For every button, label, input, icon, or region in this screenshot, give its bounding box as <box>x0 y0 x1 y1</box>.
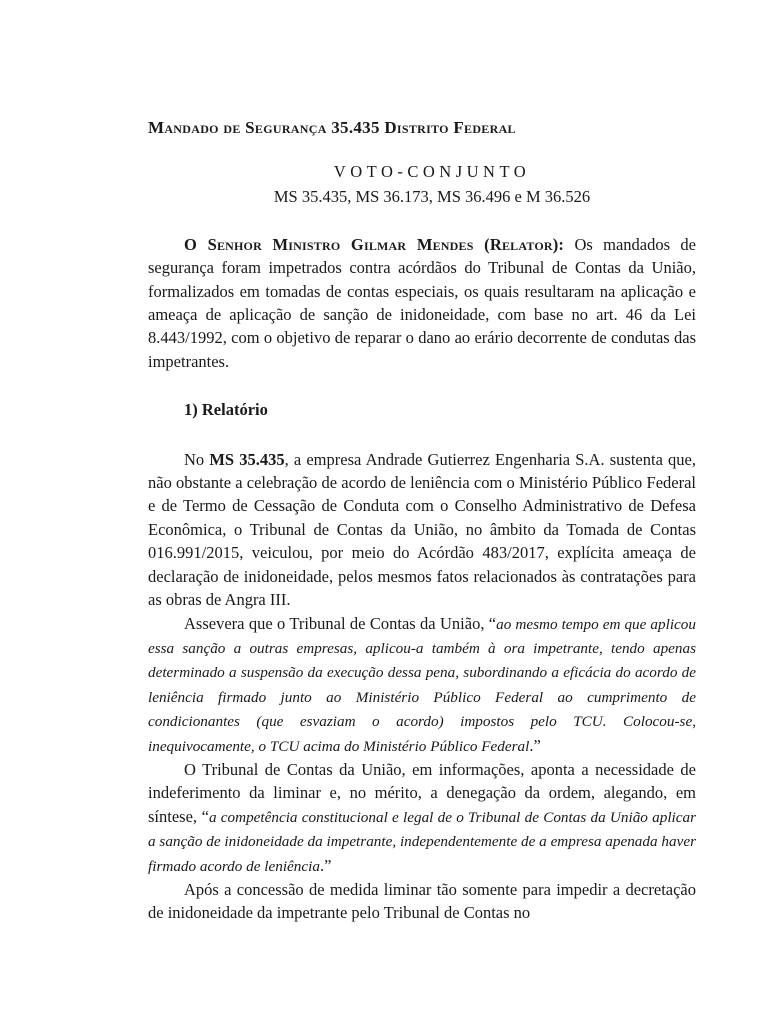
document-body <box>148 116 696 925</box>
paragraph-2-lead: Assevera que o Tribunal de Contas da União, “ <box>184 613 497 633</box>
paragraph-1-lead: No <box>184 449 210 469</box>
paragraph-2 <box>148 612 696 758</box>
paragraph-2-quote: ao mesmo tempo em que aplicou essa sanção a outras empresas, aplicou-a também à ora impetrante, tendo apenas determinado a suspensão da execução dessa pena, subordinando a eficácia do acordo de leniência firmado junto ao Ministério Público Federal ao cumprimento de condicionantes (que esvaziam o acordo) impostos pelo TCU. Colocou-se, inequivocamente, o TCU acima do Ministério Público Federal <box>148 615 696 755</box>
document-title: Mandado de Segurança 35.435 Distrito Federal <box>148 118 516 137</box>
speaker-label: O Senhor Ministro Gilmar Mendes (Relator): <box>184 234 565 254</box>
intro-text: Os mandados de segurança foram impetrados contra acórdãos do Tribunal de Contas da União, formalizados em tomadas de contas especiais, os quais resultaram na aplicação e ameaça de aplicação de sanção de inidoneidade, com base no art. 46 da Lei 8.443/1992, com o objetivo de reparar o dano ao erário decorrente de condutas das impetrantes. <box>148 234 696 371</box>
case-reference: MS 35.435 <box>209 449 285 469</box>
paragraph-3-end: .” <box>319 855 332 875</box>
paragraph-3-quote: a competência constitucional e legal de o Tribunal de Contas da União aplicar a sanção de inidoneidade da impetrante, independentemente de a empresa apenada haver firmado acordo de leniência <box>148 808 697 875</box>
paragraph-4: Após a concessão de medida liminar tão somente para impedir a decretação de inidoneidade da impetrante pelo Tribunal de Contas no <box>148 879 696 923</box>
paragraph-3-lead: O Tribunal de Contas da União, em informações, aponta a necessidade de indeferimento da liminar e, no mérito, a denegação da ordem, alegando, em síntese, “ <box>148 759 696 826</box>
paragraph-3 <box>148 758 696 878</box>
section-heading: 1) Relatório <box>184 400 268 420</box>
paragraph-1 <box>148 448 696 612</box>
paragraph-2-end: .” <box>529 735 541 755</box>
document-subtitle: VOTO-CONJUNTO <box>333 162 531 181</box>
paragraph-1-text: , a empresa Andrade Gutierrez Engenharia S.A. sustenta que, não obstante a celebração de acordo de leniência com o Ministério Público Federal e de Termo de Cessação de Conduta com o Conselho Administrativo de Defesa Econômica, o Tribunal de Contas da União, no âmbito da Tomada de Contas 016.991/2015, veiculou, por meio do Acórdão 483/2017, explícita ameaça de declaração de inidoneidade, pelos mesmos fatos relacionados às contratações para as obras de Angra III. <box>148 449 697 610</box>
case-numbers: MS 35.435, MS 36.173, MS 36.496 e M 36.526 <box>273 187 591 207</box>
intro-paragraph <box>148 233 696 373</box>
